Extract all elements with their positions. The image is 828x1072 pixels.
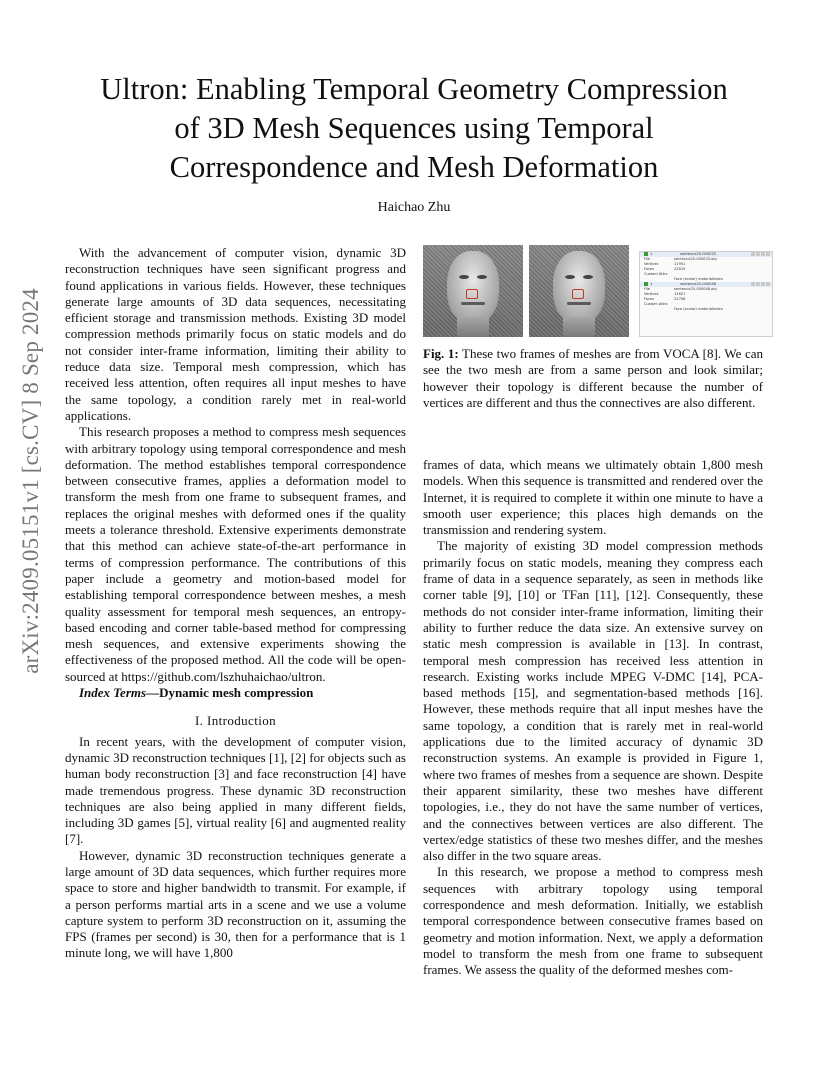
body-paragraph: The majority of existing 3D model compression methods primarily focus on static models, meaning they compress each frame of data in a sequence separately, as seen in methods like corner table [9], [10] or TFan [11], [12]. Consequently, these methods do not consider inter-frame information, limiting their ability to further reduce the data size. An extensive survey on static mesh compression is available in [13]. In contrast, temporal mesh compression has received less attention in research. Existing works include MPEG V-DMC [14], PCA-based methods [15], and segmentation-based methods [16]. However, these methods require that all input meshes have the same topology, a condition that is rarely met in real-world applications due to the limited accuracy of dynamic 3D reconstruction systems. An example is provided in Figure 1, where two frames of meshes from a sequence are shown. Despite their apparent similarity, these two meshes have different topologies, i.e., they do not have the same number of vertices, and the connectives between vertices are also different. The vertex/edge statistics of these two meshes differ, and the meshes also differ in the two square areas. [423,538,763,864]
abstract-paragraph: With the advancement of computer vision, dynamic 3D reconstruction techniques have seen significant progress and found applications in various fields. However, these techniques generate large amounts of 3D data sequences, necessitating efficient storage and transmission methods. Existing 3D model compression methods primarily focus on static models and do not consider inter-frame information, limiting their ability to reduce data size. Temporal mesh compression, which has received less attention, often requires all input meshes to have the same topology, a condition rarely met in real-world applications. [65,245,406,423]
index-terms-text: —Dynamic mesh compression [146,685,314,701]
index-terms [65,685,406,701]
props-value: sentence25-000025.obj [674,257,717,261]
mesh-frame-image [423,245,523,337]
figure-1 [423,245,769,337]
figure-caption-text: These two frames of meshes are from VOCA [8]. We can see the two mesh are from a same person and look similar; however their topology is different because the number of vertices are different and thus the connectives are also different. [423,346,763,410]
right-column [423,457,763,979]
checkbox-icon[interactable] [644,282,648,286]
props-value: sentence25-000025 [680,252,717,256]
author-name: Haichao Zhu [377,200,451,215]
props-value: 11951 [674,262,686,266]
title-line: Correspondence and Mesh Deformation [169,150,659,184]
left-column [65,245,406,962]
props-key: 1 [650,252,653,256]
arxiv-sidebar-stamp [16,266,46,696]
body-paragraph: However, dynamic 3D reconstruction techniques generate a large amount of 3D data sequences, which further requires more space to store and higher bandwidth to transmit. For example, if a person performs martial arts in a scene and we use a volume capture system to perform 3D reconstruction on it, assuming the FPS (frames per second) is 30, then for a performance that is 1 minute long, we will have 1,800 [65,847,406,961]
props-value: Face (scalar) materialIndex [674,307,723,311]
arxiv-id: arXiv:2409.05151v1 [cs.CV] 8 Sep 2024 [18,288,43,674]
props-panel-row [640,307,772,312]
body-paragraph: In this research, we propose a method to compress mesh sequences with arbitrary topology using temporal correspondence and mesh deformation. Initially, we establish temporal correspondence between consecutive frames based on geometry and motion information. Next, we apply a deformation model to transform the mesh from one frame to subsequent frames. We assess the quality of the deformed meshes com- [423,864,763,978]
body-paragraph: frames of data, which means we ultimately obtain 1,800 mesh models. When this sequence is transmitted and rendered over the Internet, it is required to complete it within one minute to have a smooth user experience; this places high demands on the transmission and rendering system. [423,457,763,538]
mesh-properties-panel [639,251,773,337]
section-heading-introduction: I. Introduction [194,713,277,729]
paper-title [60,70,768,187]
props-value: Face (scalar) materialIndex [674,277,723,281]
props-key: Faces [644,267,654,271]
checkbox-icon[interactable] [644,252,648,256]
props-value: 11627 [674,292,686,296]
index-terms-label: Index Terms [79,685,147,701]
mesh-frame-image [529,245,629,337]
props-value: sentence25-000048 [680,282,717,286]
props-key: Custom Attrs [644,302,668,306]
props-key: 1 [650,282,653,286]
title-line: Ultron: Enabling Temporal Geometry Compression [100,72,728,106]
props-key: Vertices [644,292,659,296]
props-key: Faces [644,297,654,301]
body-paragraph: In recent years, with the development of computer vision, dynamic 3D reconstruction techniques [1], [2] for objects such as human body reconstruction [3] and face reconstruction [4] have made tremendous progress. These dynamic 3D reconstruction techniques are also being applied in many different fields, including 3D games [5], virtual reality [6] and augmented reality [7]. [65,733,406,847]
props-value: 22810 [674,267,686,271]
props-key: File [644,287,651,291]
props-key: File [644,257,651,261]
title-line: of 3D Mesh Sequences using Temporal [174,111,654,145]
props-value: 22708 [674,297,686,301]
figure-caption-label: Fig. 1: [423,346,459,361]
props-value: sentence25-000048.obj [674,287,717,291]
props-key: Vertices [644,262,659,266]
abstract-paragraph: This research proposes a method to compress mesh sequences with arbitrary topology using temporal correspondence and mesh deformation. The method establishes temporal correspondence between consecutive frames, applies a deformation model to transform the mesh from one frame to subsequent frames, and replaces the original meshes with deformed ones if the quality meets a tolerance threshold. Extensive experiments demonstrate that this method can achieve state-of-the-art performance in terms of compression performance. The contributions of this paper include a geometry and motion-based model for establishing temporal correspondence between meshes, a mesh quality assessment for temporal mesh sequences, an entropy-based encoding and corner table-based method for compressing mesh sequences, and extensive experiments showing the effectiveness of the proposed method. All the code will be open-sourced at https://github.com/lszhuhaichao/ultron. [65,424,406,684]
props-key: Custom Attrs [644,272,668,276]
figure-caption [423,346,763,411]
